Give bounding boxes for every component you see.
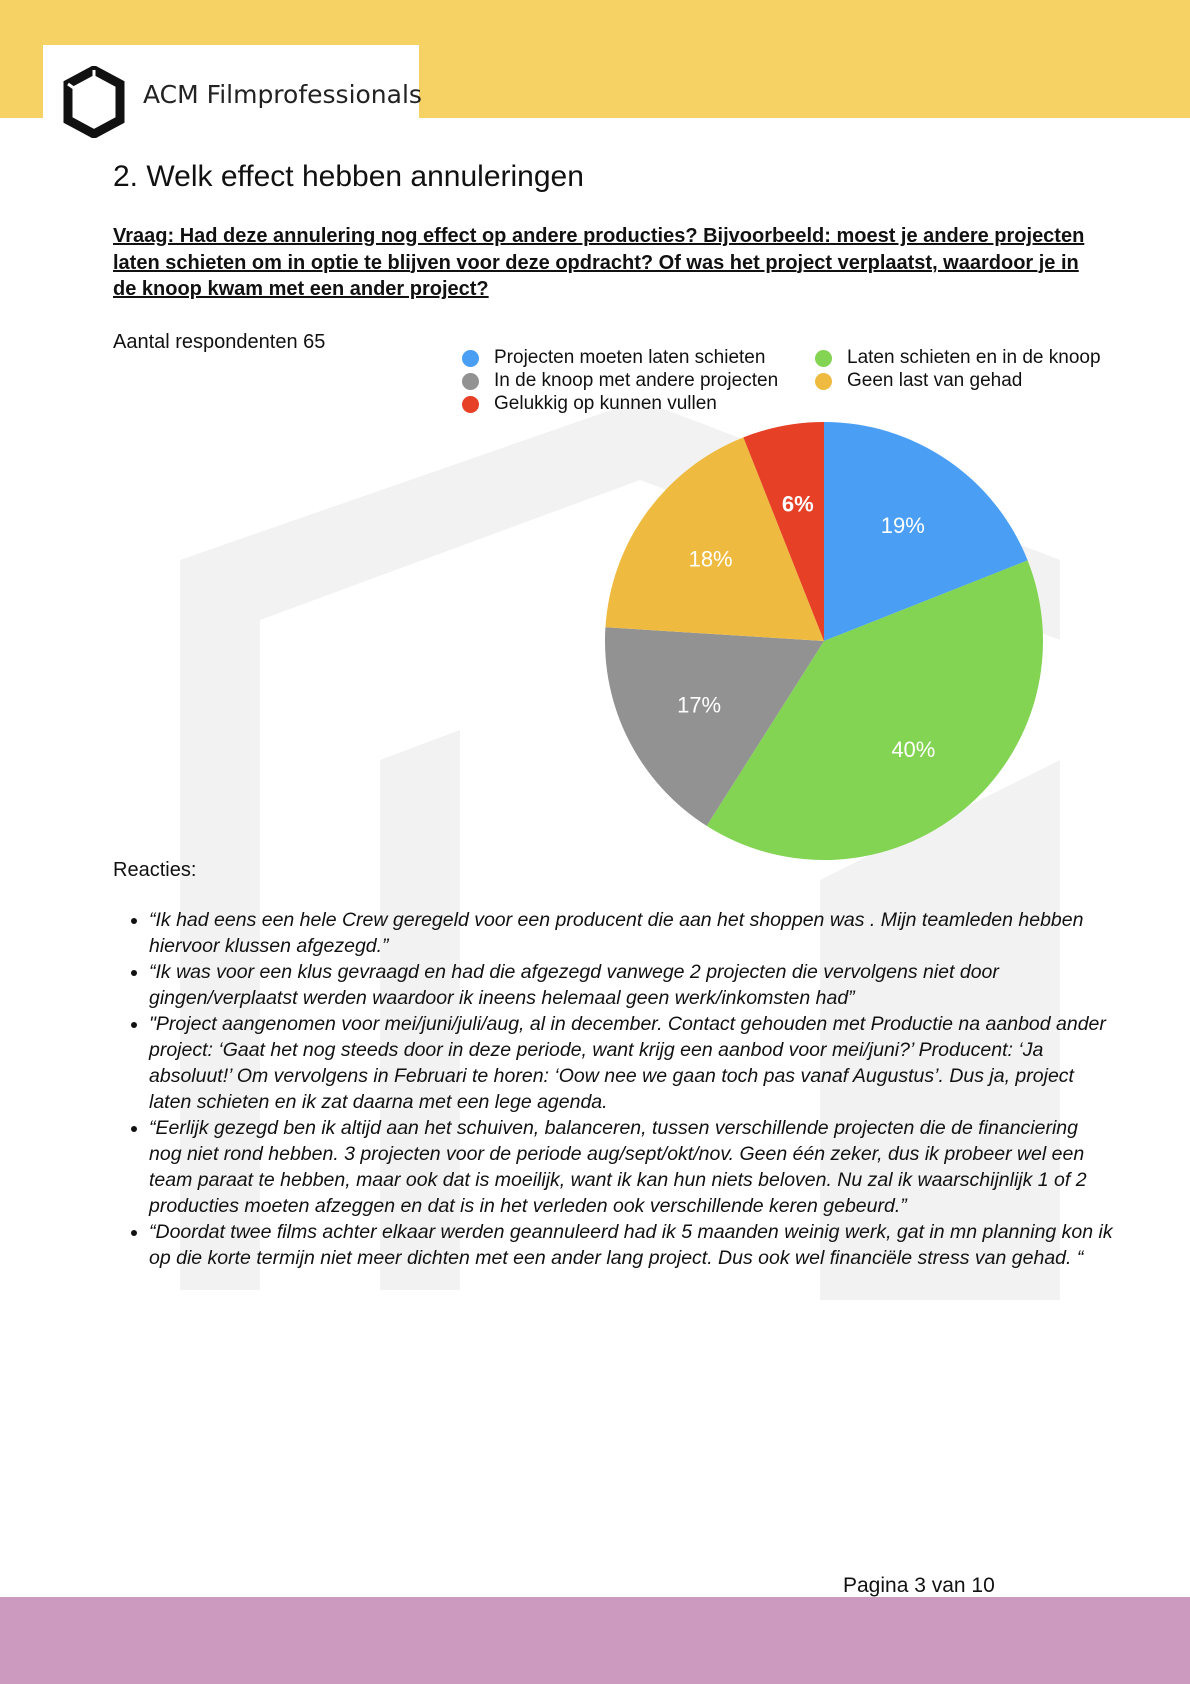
quote-item: • “Doordat twee films achter elkaar werden geannuleerd had ik 5 maanden weinig werk, gat in mn planning kon ik op die korte termijn niet meer dichten met een ander lang project. Dus ook wel financiële stress van gehad. “ — [149, 1219, 1114, 1271]
brand-name: ACM Filmprofessionals — [143, 80, 422, 109]
pie-data-label: 40% — [891, 736, 936, 762]
pie-data-label: 6% — [781, 491, 814, 517]
legend-label: Gelukkig op kunnen vullen — [494, 393, 717, 414]
legend-label: In de knoop met andere projecten — [494, 370, 779, 391]
survey-question: Vraag: Had deze annulering nog effect op andere producties? Bijvoorbeeld: moest je andere projecten laten schieten om in optie te blijven voor deze opdracht? Of was het project verplaatst, waardoor je in de knoop kwam met een ander project? — [113, 225, 1085, 300]
quote-item: • “Ik had eens een hele Crew geregeld voor een producent die aan het shoppen was . Mijn teamleden hebben hiervoor klussen afgezegd.” — [149, 907, 1114, 959]
quote-list — [120, 907, 1114, 1271]
legend-label: Projecten moeten laten schieten — [494, 347, 766, 368]
pie-data-label: 18% — [688, 546, 733, 572]
footer-band — [0, 1597, 1190, 1684]
pie-data-label: 19% — [880, 513, 925, 539]
quote-item: • "Project aangenomen voor mei/juni/juli/aug, al in december. Contact gehouden met Productie na aanbod ander project: ‘Gaat het nog steeds door in deze periode, want krijg een aanbod voor mei/juni?’ Producent: ‘Ja absoluut!’ Om vervolgens in Februari te horen: ‘Oow nee we gaan toch pas vanaf Augustus’. Dus ja, project laten schieten en ik zat daarna met een lege agenda. — [149, 1011, 1114, 1115]
quote-item: • “Ik was voor een klus gevraagd en had die afgezegd vanwege 2 projecten die vervolgens niet door gingen/verplaatst werden waardoor ik ineens helemaal geen werk/inkomsten had” — [149, 959, 1114, 1011]
page-number: Pagina 3 van 10 — [843, 1574, 995, 1597]
pie-data-label: 17% — [677, 692, 722, 718]
reacties-label: Reacties: — [113, 859, 197, 881]
legend-label: Laten schieten en in de knoop — [847, 347, 1101, 368]
legend-label: Geen last van gehad — [847, 370, 1023, 391]
page-title: 2. Welk effect hebben annuleringen — [113, 160, 584, 193]
respondent-count: Aantal respondenten 65 — [113, 331, 326, 353]
quote-item: • “Eerlijk gezegd ben ik altijd aan het schuiven, balanceren, tussen verschillende projecten die de financiering nog niet rond hebben. 3 projecten voor de periode aug/sept/okt/nov. Geen één zeker, dus ik probeer wel een team paraat te hebben, maar ook dat is moeilijk, want ik kan hun niets beloven. Nu zal ik waarschijnlijk 1 of 2 producties moeten afzeggen en dat is in het verleden ook verschillende keren gebeurd.” — [149, 1115, 1114, 1219]
